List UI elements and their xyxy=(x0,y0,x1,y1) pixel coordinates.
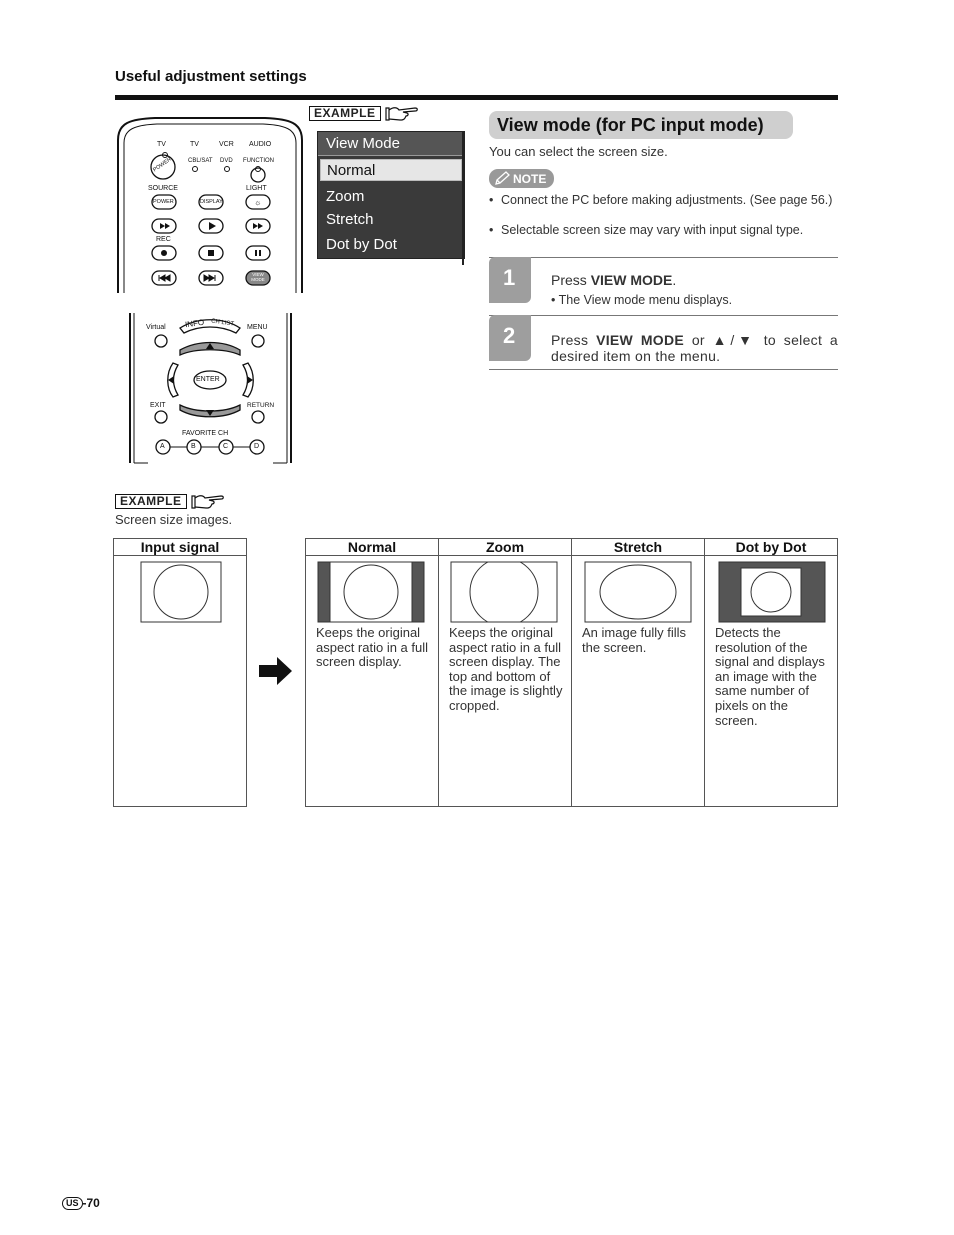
stretch-header: Stretch xyxy=(613,539,663,555)
example-label: EXAMPLE xyxy=(309,106,381,121)
ch-list-button[interactable]: CH LIST xyxy=(210,318,235,328)
dot-by-dot-description: Detects the resolution of the signal and displays an image with the same number of pixels on the screen. xyxy=(715,625,825,728)
example-label-2: EXAMPLE xyxy=(115,494,187,509)
view-mode-button[interactable]: VIEW MODE xyxy=(251,272,265,282)
dot-by-dot-header-cell xyxy=(704,538,838,556)
enter-button[interactable]: ENTER xyxy=(196,376,220,383)
label-cbl-sat: CBL/SAT xyxy=(188,158,213,164)
view-mode-osd-menu xyxy=(317,131,465,259)
zoom-cell xyxy=(438,555,572,807)
pointing-hand-icon xyxy=(385,104,419,122)
label-function: FUNCTION xyxy=(243,158,274,164)
note-item-2: • Selectable screen size may vary with input signal type. xyxy=(489,223,804,237)
dot-by-dot-image xyxy=(718,561,826,623)
label-source: SOURCE xyxy=(148,185,178,192)
favorite-a-button[interactable]: A xyxy=(160,443,165,450)
display-button[interactable]: DISPLAY xyxy=(200,199,223,205)
label-audio: AUDIO xyxy=(249,141,272,148)
favorite-d-button[interactable]: D xyxy=(254,443,260,450)
label-virtual: Virtual xyxy=(146,324,166,331)
normal-image xyxy=(317,561,425,623)
input-signal-image xyxy=(140,561,222,623)
normal-cell xyxy=(305,555,439,807)
favorite-c-button[interactable]: C xyxy=(223,443,229,450)
example-tag-1 xyxy=(309,104,419,122)
page-number: US -70 xyxy=(62,1196,100,1210)
input-signal-cell xyxy=(113,555,247,807)
power-button[interactable]: POWER xyxy=(153,199,174,205)
osd-shadow xyxy=(462,131,464,265)
arrow-right-icon xyxy=(259,657,293,685)
note-badge xyxy=(489,169,554,188)
label-favorite-ch: FAVORITE CH xyxy=(182,430,229,437)
pointing-hand-icon xyxy=(191,492,225,510)
example-caption: Screen size images. xyxy=(115,512,233,527)
step-1-rule xyxy=(489,257,838,258)
step-2-rule xyxy=(489,315,838,316)
osd-menu-item-dot-by-dot[interactable]: Dot by Dot xyxy=(326,236,397,253)
page-title: View mode (for PC input mode) xyxy=(497,115,764,135)
remote-control-top xyxy=(115,115,305,293)
zoom-image xyxy=(450,561,558,623)
label-tv: TV xyxy=(157,141,166,148)
pencil-icon xyxy=(493,170,511,188)
zoom-header-cell xyxy=(438,538,572,556)
stretch-header-cell xyxy=(571,538,705,556)
osd-menu-selected-item[interactable]: Normal xyxy=(320,159,462,181)
region-badge: US xyxy=(62,1197,83,1210)
header-rule xyxy=(115,95,838,100)
osd-menu-item-stretch[interactable]: Stretch xyxy=(326,211,374,228)
label-light: LIGHT xyxy=(246,185,267,192)
zoom-header: Zoom xyxy=(485,539,525,555)
normal-header: Normal xyxy=(347,539,397,555)
step-1-sub: • The View mode menu displays. xyxy=(551,293,733,307)
label-rec: REC xyxy=(156,236,171,243)
step-1-badge: 1 xyxy=(489,257,531,303)
remote-control-bottom xyxy=(128,313,293,465)
label-dvd: DVD xyxy=(220,158,233,164)
label-vcr: VCR xyxy=(219,141,234,148)
stretch-image xyxy=(584,561,692,623)
osd-menu-item-zoom[interactable]: Zoom xyxy=(326,188,365,205)
zoom-description: Keeps the original aspect ratio in a full screen display. The top and bottom of the image is slightly cropped. xyxy=(449,625,563,713)
favorite-b-button[interactable]: B xyxy=(191,443,196,450)
stretch-cell xyxy=(571,555,705,807)
note-item-1: • Connect the PC before making adjustments. (See page 56.) xyxy=(489,193,833,207)
step-2-badge: 2 xyxy=(489,315,531,361)
example-tag-2 xyxy=(115,492,225,510)
normal-header-cell xyxy=(305,538,439,556)
step-1-text: Press VIEW MODE. xyxy=(551,272,677,288)
note-label: NOTE xyxy=(513,172,547,186)
step-2-bottom-rule xyxy=(489,369,838,370)
normal-description: Keeps the original aspect ratio in a full screen display. xyxy=(316,625,429,670)
osd-menu-title: View Mode xyxy=(318,132,464,156)
label-menu: MENU xyxy=(247,324,268,331)
dot-by-dot-header: Dot by Dot xyxy=(735,539,807,555)
section-title: Useful adjustment settings xyxy=(115,68,307,85)
step-2-text: Press VIEW MODE or ▲/▼ to select a desired item on the menu. xyxy=(551,332,839,364)
stretch-description: An image fully fills the screen. xyxy=(582,625,687,655)
label-exit: EXIT xyxy=(150,402,166,409)
light-icon[interactable]: ☼ xyxy=(254,198,262,207)
input-signal-header-cell xyxy=(113,538,247,556)
label-tv2: TV xyxy=(190,141,199,148)
power-round-button[interactable]: POWER xyxy=(152,156,173,174)
label-return: RETURN xyxy=(247,402,275,409)
info-button[interactable]: INFO xyxy=(184,317,205,330)
intro-text: You can select the screen size. xyxy=(489,144,668,159)
input-signal-header: Input signal xyxy=(140,539,220,555)
dot-by-dot-cell xyxy=(704,555,838,807)
remote-body-lower-icon xyxy=(128,313,293,465)
